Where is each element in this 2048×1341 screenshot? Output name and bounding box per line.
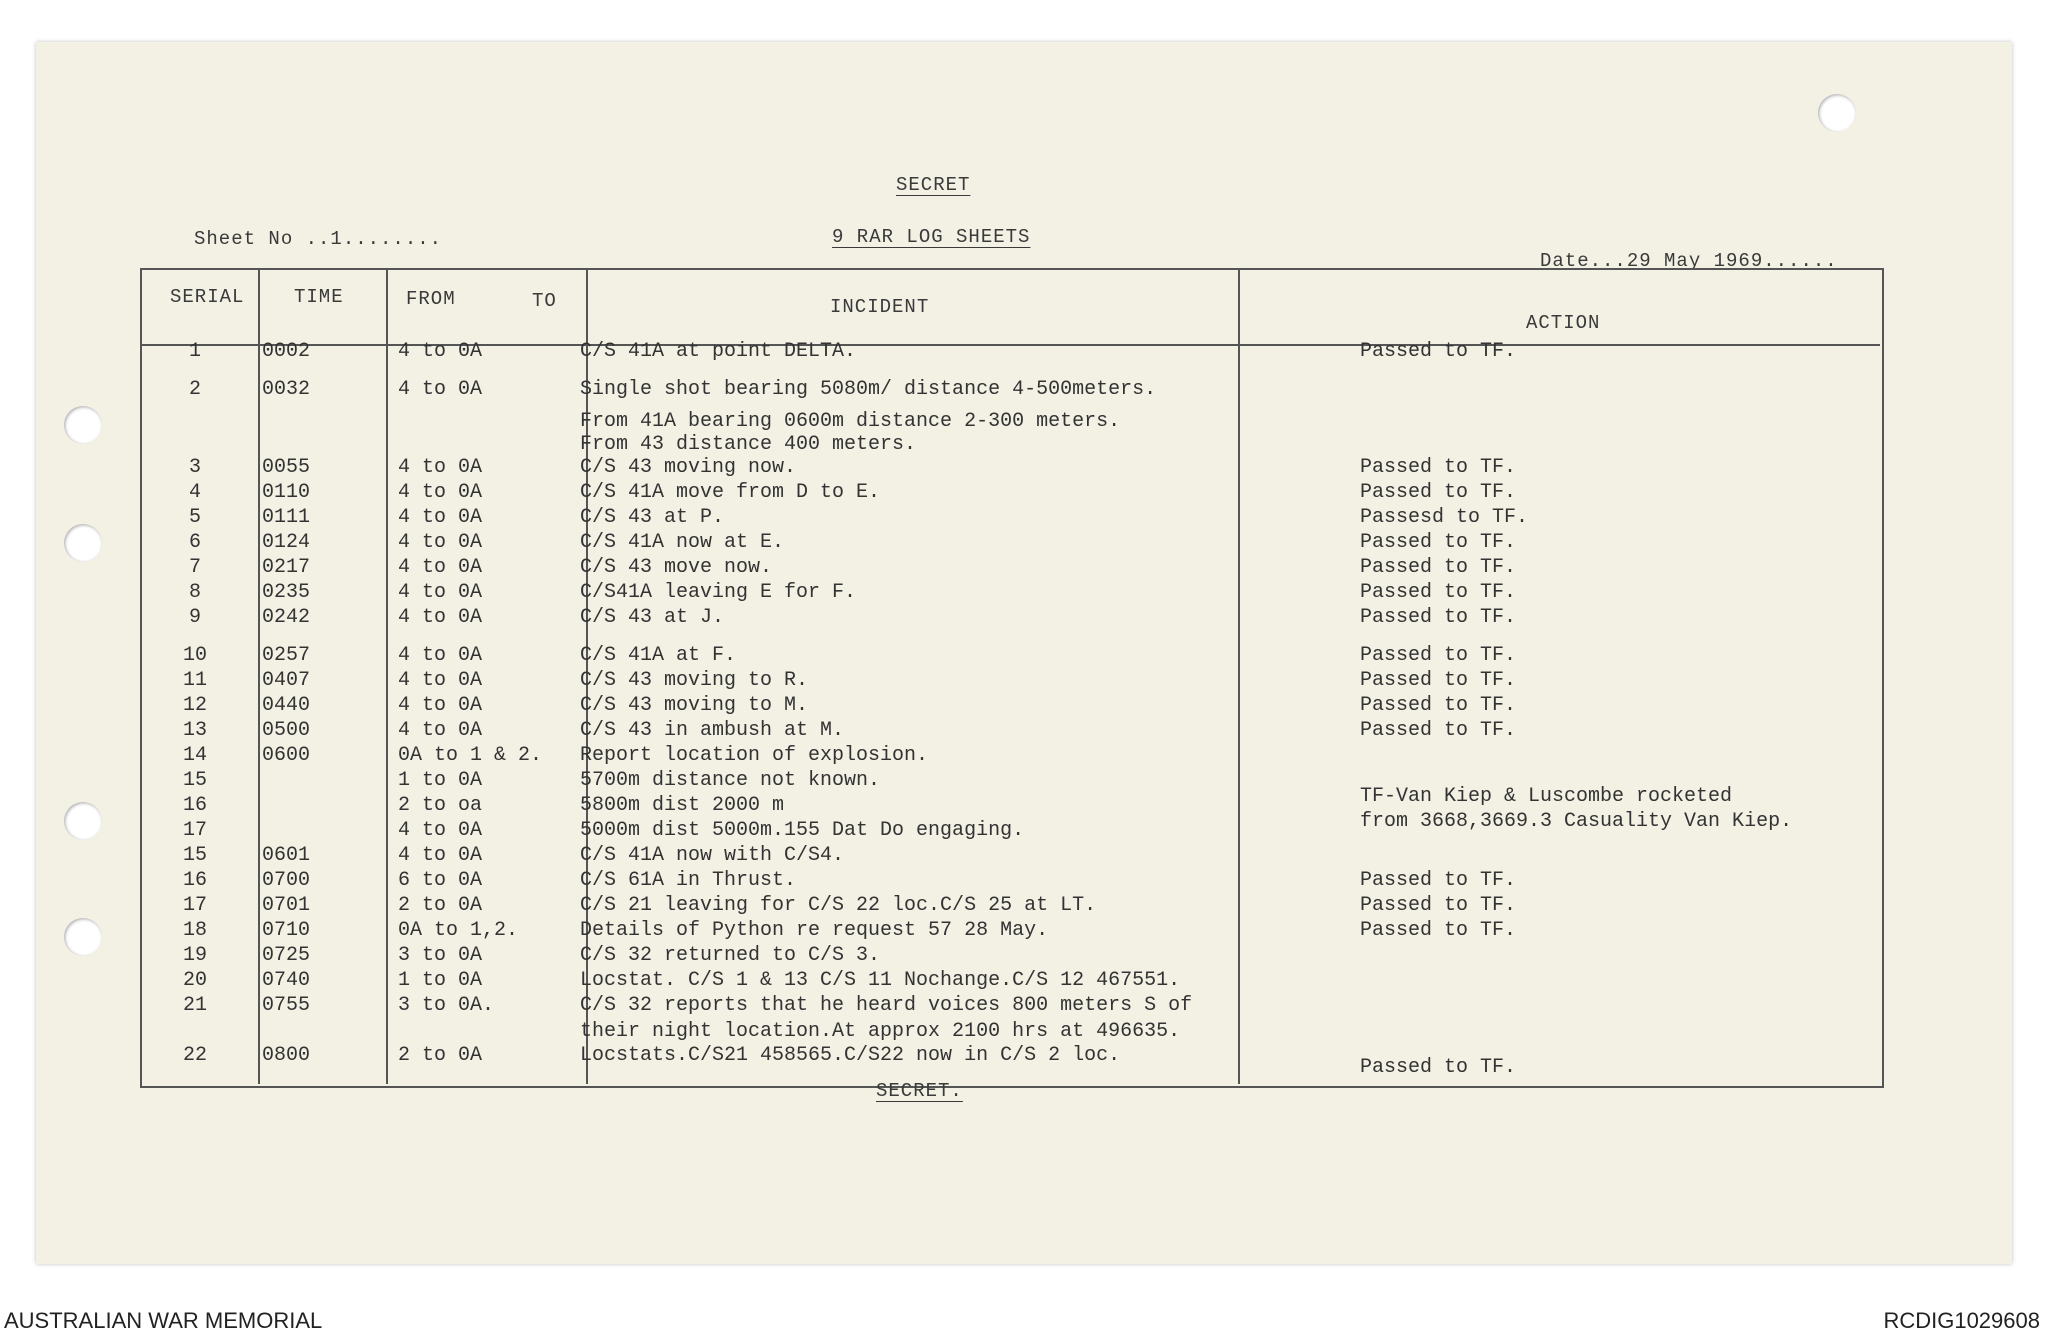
time-cell: 0055 — [262, 456, 311, 479]
table-row — [0, 819, 2048, 844]
time-cell: 0600 — [262, 744, 311, 767]
table-row — [0, 944, 2048, 969]
table-row — [0, 606, 2048, 631]
time-cell: 0242 — [262, 606, 311, 629]
incident-cell: C/S 41A now with C/S4. — [580, 844, 845, 867]
from-to-cell: 1 to 0A — [398, 969, 483, 992]
from-to-cell: 4 to 0A — [398, 644, 483, 667]
time-cell: 0700 — [262, 869, 311, 892]
incident-cell: Report location of explosion. — [580, 744, 929, 767]
time-cell: 0725 — [262, 944, 311, 967]
action-cell: Passed to TF. — [1360, 581, 1517, 604]
action-cell: Passed to TF. — [1360, 340, 1517, 363]
serial-cell: 16 — [182, 794, 207, 817]
incident-cell: C/S 41A move from D to E. — [580, 481, 881, 504]
time-cell: 0601 — [262, 844, 311, 867]
time-cell: 0124 — [262, 531, 311, 554]
action-cell: Passed to TF. — [1360, 894, 1517, 917]
document-title: 9 RAR LOG SHEETS — [832, 226, 1031, 248]
incident-cell: C/S 41A now at E. — [580, 531, 785, 554]
incident-cell: C/S 43 moving now. — [580, 456, 797, 479]
serial-cell: 17 — [182, 819, 207, 842]
serial-cell: 6 — [188, 531, 201, 554]
from-to-cell: 4 to 0A — [398, 340, 483, 363]
time-cell: 0002 — [262, 340, 311, 363]
from-to-cell: 4 to 0A — [398, 378, 483, 401]
time-cell: 0440 — [262, 694, 311, 717]
incident-continuation: From 43 distance 400 meters. — [580, 433, 917, 456]
serial-cell: 16 — [182, 869, 207, 892]
incident-cell: C/S 61A in Thrust. — [580, 869, 797, 892]
serial-cell: 9 — [188, 606, 201, 629]
incident-cell: Locstats.C/S21 458565.C/S22 now in C/S 2 loc. — [580, 1044, 1121, 1067]
serial-cell: 19 — [182, 944, 207, 967]
table-row — [0, 1044, 2048, 1079]
incident-cell: C/S 43 moving to R. — [580, 669, 809, 692]
table-row — [0, 378, 2048, 403]
from-to-cell: 4 to 0A — [398, 556, 483, 579]
serial-cell: 5 — [188, 506, 201, 529]
serial-cell: 1 — [188, 340, 201, 363]
serial-cell: 22 — [182, 1044, 207, 1067]
from-to-cell: 4 to 0A — [398, 531, 483, 554]
table-row — [0, 581, 2048, 606]
from-to-cell: 1 to 0A — [398, 769, 483, 792]
serial-cell: 4 — [188, 481, 201, 504]
punch-hole-top-right — [1818, 94, 1856, 132]
serial-cell: 20 — [182, 969, 207, 992]
incident-cell: Single shot bearing 5080m/ distance 4-500meters. — [580, 378, 1157, 401]
from-to-cell: 4 to 0A — [398, 719, 483, 742]
time-cell: 0110 — [262, 481, 311, 504]
col-serial: SERIAL — [170, 286, 245, 308]
action-cell: Passed to TF. — [1360, 481, 1517, 504]
from-to-cell: 4 to 0A — [398, 669, 483, 692]
col-action: ACTION — [1526, 312, 1601, 334]
action-cell: Passed to TF. — [1360, 456, 1517, 479]
classification-top: SECRET — [896, 174, 971, 196]
from-to-cell: 4 to 0A — [398, 819, 483, 842]
from-to-cell: 4 to 0A — [398, 606, 483, 629]
table-row — [0, 531, 2048, 556]
table-row — [0, 644, 2048, 669]
serial-cell: 11 — [182, 669, 207, 692]
table-row — [0, 506, 2048, 531]
col-to: TO — [532, 290, 557, 312]
table-row — [0, 456, 2048, 481]
serial-cell: 15 — [182, 769, 207, 792]
punch-hole-1 — [64, 406, 102, 444]
serial-cell: 8 — [188, 581, 201, 604]
from-to-cell: 4 to 0A — [398, 481, 483, 504]
incident-cell: C/S 32 reports that he heard voices 800 meters S of — [580, 994, 1193, 1017]
serial-cell: 7 — [188, 556, 201, 579]
action-cell: Passed to TF. — [1360, 556, 1517, 579]
incident-cell: C/S 21 leaving for C/S 22 loc.C/S 25 at LT. — [580, 894, 1097, 917]
serial-cell: 18 — [182, 919, 207, 942]
action-cell: Passesd to TF. — [1360, 506, 1529, 529]
col-from: FROM — [406, 288, 456, 310]
from-to-cell: 6 to 0A — [398, 869, 483, 892]
table-row — [0, 919, 2048, 944]
incident-continuation: From 41A bearing 0600m distance 2-300 meters. — [580, 410, 1121, 433]
serial-cell: 2 — [188, 378, 201, 401]
time-cell: 0800 — [262, 1044, 311, 1067]
table-row — [0, 869, 2048, 894]
time-cell: 0710 — [262, 919, 311, 942]
incident-cell: 5000m dist 5000m.155 Dat Do engaging. — [580, 819, 1025, 842]
from-to-cell: 4 to 0A — [398, 844, 483, 867]
time-cell: 0407 — [262, 669, 311, 692]
action-cell: Passed to TF. — [1360, 606, 1517, 629]
time-cell: 0032 — [262, 378, 311, 401]
incident-cell: C/S 43 at J. — [580, 606, 725, 629]
classification-bottom: SECRET. — [876, 1080, 963, 1102]
incident-cell: 5800m dist 2000 m — [580, 794, 785, 817]
table-row — [0, 719, 2048, 744]
from-to-cell: 2 to 0A — [398, 1044, 483, 1067]
action-cell: Passed to TF. — [1360, 719, 1517, 742]
incident-cell: C/S 41A at F. — [580, 644, 737, 667]
incident-cell: C/S 43 move now. — [580, 556, 773, 579]
from-to-cell: 2 to 0A — [398, 894, 483, 917]
serial-cell: 13 — [182, 719, 207, 742]
from-to-cell: 3 to 0A. — [398, 994, 495, 1017]
serial-cell: 21 — [182, 994, 207, 1017]
table-row — [0, 556, 2048, 581]
serial-cell: 12 — [182, 694, 207, 717]
action-cell: from 3668,3669.3 Casuality Van Kiep. — [1360, 810, 1793, 833]
incident-cell: C/S 43 moving to M. — [580, 694, 809, 717]
table-row — [0, 340, 2048, 365]
table-row — [0, 744, 2048, 769]
time-cell: 0111 — [262, 506, 311, 529]
from-to-cell: 0A to 1 & 2. — [398, 744, 543, 767]
incident-cell: C/S 43 at P. — [580, 506, 725, 529]
serial-cell: 10 — [182, 644, 207, 667]
from-to-cell: 2 to oa — [398, 794, 483, 817]
action-cell: Passed to TF. — [1360, 644, 1517, 667]
serial-cell: 15 — [182, 844, 207, 867]
from-to-cell: 4 to 0A — [398, 506, 483, 529]
table-row — [0, 694, 2048, 719]
time-cell: 0235 — [262, 581, 311, 604]
time-cell: 0500 — [262, 719, 311, 742]
time-cell: 0701 — [262, 894, 311, 917]
col-incident: INCIDENT — [830, 296, 930, 318]
from-to-cell: 4 to 0A — [398, 456, 483, 479]
incident-cell: C/S 41A at point DELTA. — [580, 340, 857, 363]
time-cell: 0740 — [262, 969, 311, 992]
incident-cell: Locstat. C/S 1 & 13 C/S 11 Nochange.C/S 12 467551. — [580, 969, 1181, 992]
serial-cell: 3 — [188, 456, 201, 479]
incident-cell: Details of Python re request 57 28 May. — [580, 919, 1049, 942]
footer-institution: AUSTRALIAN WAR MEMORIAL — [4, 1308, 323, 1333]
action-cell: TF-Van Kiep & Luscombe rocketed — [1360, 785, 1733, 808]
time-cell: 0755 — [262, 994, 311, 1017]
from-to-cell: 0A to 1,2. — [398, 919, 519, 942]
from-to-cell: 4 to 0A — [398, 581, 483, 604]
table-row — [0, 894, 2048, 919]
incident-continuation: their night location.At approx 2100 hrs at 496635. — [580, 1020, 1181, 1043]
action-cell: Passed to TF. — [1360, 1056, 1517, 1079]
serial-cell: 17 — [182, 894, 207, 917]
table-row — [0, 844, 2048, 869]
table-row — [0, 669, 2048, 694]
table-row — [0, 481, 2048, 506]
col-time: TIME — [294, 286, 344, 308]
incident-cell: 5700m distance not known. — [580, 769, 881, 792]
log-date: Date...29 May 1969...... — [1540, 250, 1838, 272]
incident-cell: C/S41A leaving E for F. — [580, 581, 857, 604]
sheet-number: Sheet No ..1........ — [194, 228, 443, 250]
incident-cell: C/S 43 in ambush at M. — [580, 719, 845, 742]
table-row — [0, 969, 2048, 994]
incident-cell: C/S 32 returned to C/S 3. — [580, 944, 881, 967]
table-row — [0, 994, 2048, 1019]
action-cell: Passed to TF. — [1360, 694, 1517, 717]
action-cell: Passed to TF. — [1360, 919, 1517, 942]
time-cell: 0257 — [262, 644, 311, 667]
time-cell: 0217 — [262, 556, 311, 579]
action-cell: Passed to TF. — [1360, 531, 1517, 554]
footer-record-id: RCDIG1029608 — [1883, 1308, 2040, 1333]
action-cell: Passed to TF. — [1360, 869, 1517, 892]
action-cell: Passed to TF. — [1360, 669, 1517, 692]
from-to-cell: 3 to 0A — [398, 944, 483, 967]
from-to-cell: 4 to 0A — [398, 694, 483, 717]
serial-cell: 14 — [182, 744, 207, 767]
